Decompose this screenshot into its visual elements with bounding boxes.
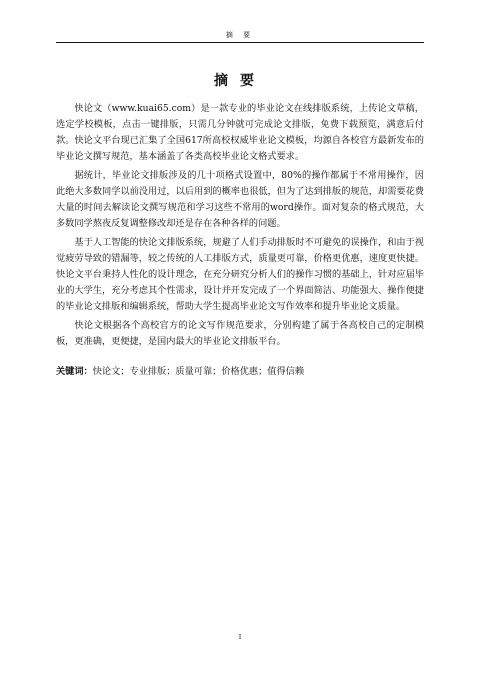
page-title: 摘要 (214, 73, 266, 89)
abstract-paragraph-3: 基于人工智能的快论文排版系统，规避了人们手动排版时不可避免的误操作，和由于视觉疲劳导致的错漏等，较之传统的人工排版方式，质量更可靠，价格更优惠，速度更快捷。快论文平台秉持人性化的设计理念，在充分研究分析人们的操作习惯的基础上，针对应届毕业的大学生，充分考虑其个性需求，设计并开发完成了一个界面简洁、功能强大、操作便捷的毕业论文排版和编辑系统，帮助大学生提高毕业论文写作效率和提升毕业论文质量。 (56, 237, 424, 312)
abstract-paragraph-2: 据统计，毕业论文排版涉及的几十项格式设置中，80%的操作都属于不常用操作，因此绝大多数同学以前没用过，以后用到的概率也很低，但为了达到排版的规范，却需要花费大量的时间去解读论文撰写规范和学习这些不常用的word操作。面对复杂的格式规范，大多数同学熬夜反复调整修改却还是存在各种各样的问题。 (56, 170, 424, 229)
abstract-paragraph-4: 快论文根据各个高校官方的论文写作规范要求，分别构建了属于各高校自己的定制模板，更准确，更便捷，是国内最大的毕业论文排版平台。 (56, 320, 424, 347)
keywords-text: 快论文；专业排版；质量可靠；价格优惠；值得信赖 (92, 366, 305, 377)
header-rule (56, 42, 424, 43)
keywords-line (56, 364, 424, 380)
abstract-body (56, 101, 424, 380)
page-number: I (238, 633, 242, 641)
keywords-label: 关键词： (56, 366, 93, 377)
abstract-paragraph-1: 快论文（www.kuai65.com）是一款专业的毕业论文在线排版系统，上传论文草稿，选定学校模板，点击一键排版，只需几分钟就可完成论文排版，免费下载预览，满意后付款。快论文平台现已汇集了全国617所高校权威毕业论文模板，均源自各校官方最新发布的毕业论文撰写规范，基本涵盖了各类高校毕业论文格式要求。 (56, 103, 424, 162)
running-header: 摘 要 (225, 31, 255, 39)
